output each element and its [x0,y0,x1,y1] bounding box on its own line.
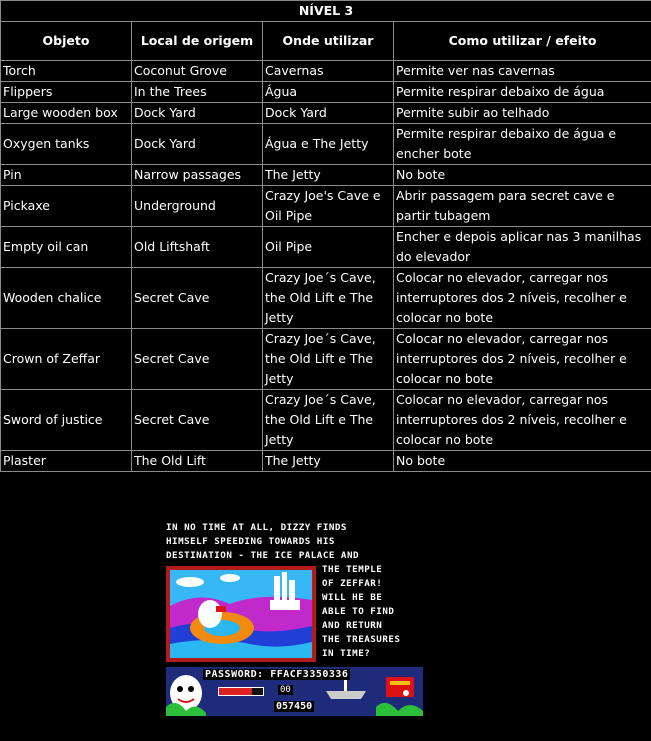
how-cell: Permite ver nas cavernas [394,61,651,82]
table-row [1,329,651,390]
how-cell: Colocar no elevador, carregar nos interruptores dos 2 níveis, recolher e colocar no bote [394,390,651,451]
where-cell: The Jetty [263,165,394,186]
how-cell: Colocar no elevador, carregar nos interruptores dos 2 níveis, recolher e colocar no bote [394,268,651,329]
game-hud [166,667,423,716]
where-cell: Dock Yard [263,103,394,124]
origin-cell: The Old Lift [132,451,263,472]
level-title: NÍVEL 3 [1,1,651,22]
object-cell: Flippers [1,82,132,103]
energy-bar-fill [219,688,252,695]
table-row [1,268,651,329]
object-cell: Plaster [1,451,132,472]
table-row [1,227,651,268]
game-screenshot [166,521,423,716]
origin-cell: Dock Yard [132,124,263,165]
object-cell: Torch [1,61,132,82]
where-cell: Água [263,82,394,103]
how-cell: Permite subir ao telhado [394,103,651,124]
ice-palace-scene [170,570,312,658]
how-cell: No bote [394,165,651,186]
where-cell: The Jetty [263,451,394,472]
object-cell: Sword of justice [1,390,132,451]
energy-bar [218,687,264,696]
table-body [1,61,651,472]
table-row [1,82,651,103]
origin-cell: Secret Cave [132,329,263,390]
score-display: 057450 [276,701,313,712]
title-row [1,1,651,22]
where-cell: Cavernas [263,61,394,82]
how-cell: Abrir passagem para secret cave e partir tubagem [394,186,651,227]
header-how: Como utilizar / efeito [394,22,651,61]
table-row [1,124,651,165]
where-cell: Oil Pipe [263,227,394,268]
object-cell: Large wooden box [1,103,132,124]
origin-cell: Dock Yard [132,103,263,124]
origin-cell: Underground [132,186,263,227]
header-row [1,22,651,61]
how-cell: Permite respirar debaixo de água e encher bote [394,124,651,165]
how-cell: Permite respirar debaixo de água [394,82,651,103]
where-cell: Crazy Joe's Cave e Oil Pipe [263,186,394,227]
how-cell: No bote [394,451,651,472]
table-row [1,103,651,124]
origin-cell: Secret Cave [132,268,263,329]
origin-cell: Narrow passages [132,165,263,186]
treasure-chest-icon [386,677,414,697]
where-cell: Água e The Jetty [263,124,394,165]
object-cell: Wooden chalice [1,268,132,329]
lives-counter: 00 [280,685,291,695]
table-row [1,451,651,472]
story-text-side: THE TEMPLE OF ZEFFAR! WILL HE BE ABLE TO FIND AND RETURN THE TREASURES IN TIME? [322,564,401,659]
object-cell: Pickaxe [1,186,132,227]
origin-cell: Coconut Grove [132,61,263,82]
origin-cell: Old Liftshaft [132,227,263,268]
table-row [1,165,651,186]
object-cell: Oxygen tanks [1,124,132,165]
table-row [1,61,651,82]
how-cell: Encher e depois aplicar nas 3 manilhas do elevador [394,227,651,268]
story-text-top: IN NO TIME AT ALL, DIZZY FINDS HIMSELF SPEEDING TOWARDS HIS DESTINATION - THE ICE PALACE AND [166,522,360,561]
where-cell: Crazy Joe´s Cave, the Old Lift e The Jetty [263,390,394,451]
header-object: Objeto [1,22,132,61]
object-cell: Empty oil can [1,227,132,268]
table-row [1,390,651,451]
object-cell: Pin [1,165,132,186]
header-origin: Local de origem [132,22,263,61]
how-cell: Colocar no elevador, carregar nos interruptores dos 2 níveis, recolher e colocar no bote [394,329,651,390]
table-row [1,186,651,227]
password-display: PASSWORD: FFACF3350336 [205,669,349,680]
where-cell: Crazy Joe´s Cave, the Old Lift e The Jetty [263,329,394,390]
origin-cell: In the Trees [132,82,263,103]
header-where: Onde utilizar [263,22,394,61]
scene-picture [166,566,316,662]
where-cell: Crazy Joe´s Cave, the Old Lift e The Jetty [263,268,394,329]
origin-cell: Secret Cave [132,390,263,451]
object-cell: Crown of Zeffar [1,329,132,390]
